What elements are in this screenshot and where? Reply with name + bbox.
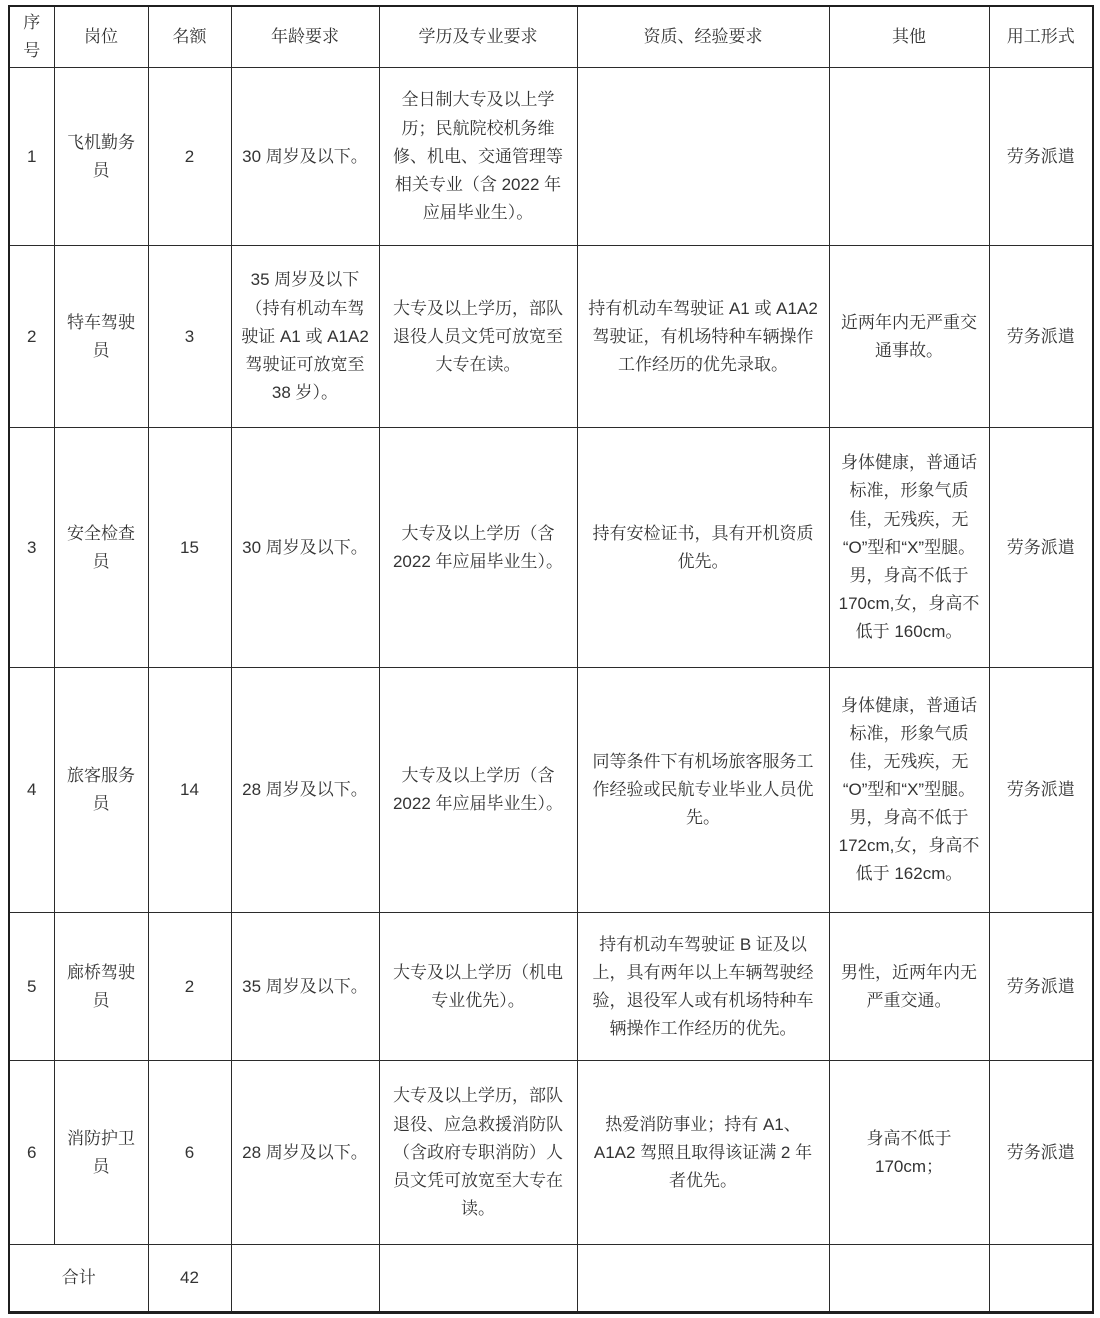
cell-education: 全日制大专及以上学历；民航院校机务维修、机电、交通管理等相关专业（含 2022 年应届毕业生）。 xyxy=(379,68,577,246)
cell-quota: 6 xyxy=(148,1061,231,1245)
cell-other xyxy=(829,68,989,246)
table-row xyxy=(9,1061,1093,1245)
header-employment: 用工形式 xyxy=(989,6,1093,68)
recruitment-table xyxy=(8,5,1094,1314)
header-row xyxy=(9,6,1093,68)
total-empty-age xyxy=(231,1245,379,1313)
cell-serial: 3 xyxy=(9,428,54,668)
cell-other: 男性，近两年内无严重交通。 xyxy=(829,913,989,1061)
table-row xyxy=(9,68,1093,246)
cell-qualification: 热爱消防事业；持有 A1、A1A2 驾照且取得该证满 2 年者优先。 xyxy=(577,1061,829,1245)
cell-employment: 劳务派遣 xyxy=(989,668,1093,913)
cell-age: 30 周岁及以下。 xyxy=(231,68,379,246)
table-row xyxy=(9,913,1093,1061)
cell-education: 大专及以上学历（含 2022 年应届毕业生）。 xyxy=(379,668,577,913)
cell-serial: 2 xyxy=(9,246,54,428)
cell-qualification: 持有机动车驾驶证 B 证及以上，具有两年以上车辆驾驶经验，退役军人或有机场特种车辆操作工作经历的优先。 xyxy=(577,913,829,1061)
cell-age: 28 周岁及以下。 xyxy=(231,668,379,913)
cell-employment: 劳务派遣 xyxy=(989,913,1093,1061)
cell-quota: 3 xyxy=(148,246,231,428)
cell-other: 身高不低于 170cm； xyxy=(829,1061,989,1245)
total-empty-qualification xyxy=(577,1245,829,1313)
cell-position: 飞机勤务员 xyxy=(54,68,148,246)
cell-employment: 劳务派遣 xyxy=(989,68,1093,246)
cell-quota: 2 xyxy=(148,68,231,246)
header-age: 年龄要求 xyxy=(231,6,379,68)
cell-position: 消防护卫员 xyxy=(54,1061,148,1245)
cell-education: 大专及以上学历（机电专业优先）。 xyxy=(379,913,577,1061)
cell-position: 特车驾驶员 xyxy=(54,246,148,428)
table-row xyxy=(9,428,1093,668)
cell-age: 35 周岁及以下。 xyxy=(231,913,379,1061)
cell-qualification: 持有安检证书，具有开机资质优先。 xyxy=(577,428,829,668)
cell-education: 大专及以上学历，部队退役、应急救援消防队（含政府专职消防）人员文凭可放宽至大专在读。 xyxy=(379,1061,577,1245)
cell-quota: 15 xyxy=(148,428,231,668)
cell-other: 身体健康，普通话标准，形象气质佳，无残疾，无“O”型和“X”型腿。男，身高不低于 172cm,女，身高不低于 162cm。 xyxy=(829,668,989,913)
table-row xyxy=(9,668,1093,913)
cell-age: 28 周岁及以下。 xyxy=(231,1061,379,1245)
cell-employment: 劳务派遣 xyxy=(989,1061,1093,1245)
cell-qualification: 持有机动车驾驶证 A1 或 A1A2 驾驶证，有机场特种车辆操作工作经历的优先录取。 xyxy=(577,246,829,428)
header-position: 岗位 xyxy=(54,6,148,68)
cell-qualification: 同等条件下有机场旅客服务工作经验或民航专业毕业人员优先。 xyxy=(577,668,829,913)
cell-employment: 劳务派遣 xyxy=(989,428,1093,668)
cell-quota: 14 xyxy=(148,668,231,913)
cell-serial: 4 xyxy=(9,668,54,913)
header-other: 其他 xyxy=(829,6,989,68)
cell-qualification xyxy=(577,68,829,246)
total-label: 合计 xyxy=(9,1245,148,1313)
cell-position: 旅客服务员 xyxy=(54,668,148,913)
cell-employment: 劳务派遣 xyxy=(989,246,1093,428)
cell-other: 身体健康，普通话标准，形象气质佳，无残疾，无“O”型和“X”型腿。男，身高不低于 170cm,女，身高不低于 160cm。 xyxy=(829,428,989,668)
cell-education: 大专及以上学历，部队退役人员文凭可放宽至大专在读。 xyxy=(379,246,577,428)
total-row xyxy=(9,1245,1093,1313)
header-serial: 序号 xyxy=(9,6,54,68)
cell-position: 安全检查员 xyxy=(54,428,148,668)
header-qualification: 资质、经验要求 xyxy=(577,6,829,68)
total-empty-employment xyxy=(989,1245,1093,1313)
total-quota: 42 xyxy=(148,1245,231,1313)
cell-serial: 1 xyxy=(9,68,54,246)
cell-age: 35 周岁及以下（持有机动车驾驶证 A1 或 A1A2 驾驶证可放宽至 38 岁）。 xyxy=(231,246,379,428)
cell-age: 30 周岁及以下。 xyxy=(231,428,379,668)
cell-position: 廊桥驾驶员 xyxy=(54,913,148,1061)
cell-other: 近两年内无严重交通事故。 xyxy=(829,246,989,428)
header-education: 学历及专业要求 xyxy=(379,6,577,68)
total-empty-education xyxy=(379,1245,577,1313)
total-empty-other xyxy=(829,1245,989,1313)
cell-serial: 5 xyxy=(9,913,54,1061)
cell-serial: 6 xyxy=(9,1061,54,1245)
header-quota: 名额 xyxy=(148,6,231,68)
table-row xyxy=(9,246,1093,428)
cell-quota: 2 xyxy=(148,913,231,1061)
cell-education: 大专及以上学历（含 2022 年应届毕业生）。 xyxy=(379,428,577,668)
